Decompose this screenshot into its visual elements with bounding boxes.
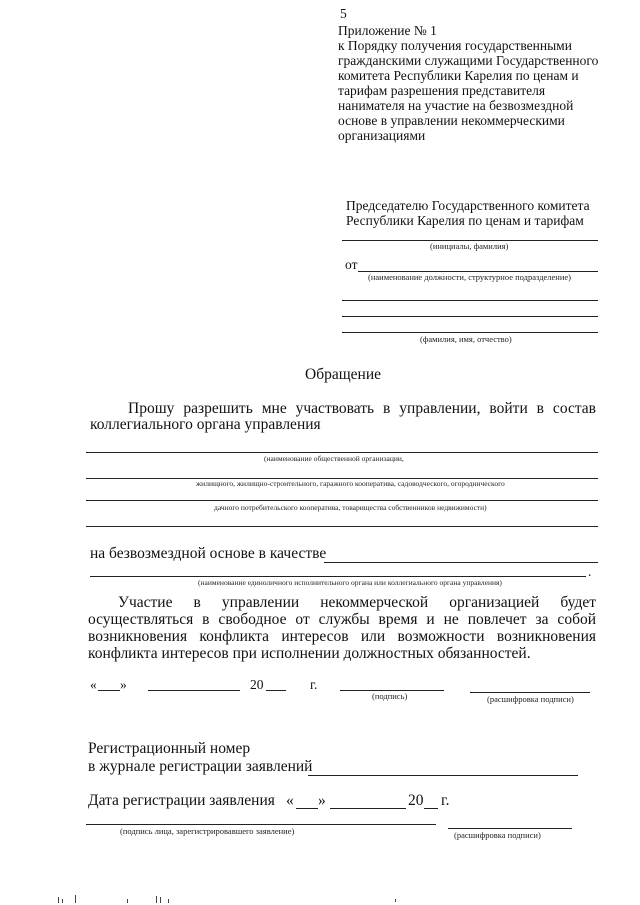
scan-speck [58, 897, 59, 903]
registrar-decoding-caption: (расшифровка подписи) [454, 830, 541, 840]
addressee-line: Республики Карелия по ценам и тарифам [346, 213, 584, 228]
decoding-caption: (расшифровка подписи) [487, 694, 574, 704]
appendix-line: основе в управлении некоммерческими [338, 113, 565, 128]
scan-speck [160, 897, 161, 903]
journal-label: в журнале регистрации заявлений [88, 758, 313, 775]
document-title: Обращение [305, 366, 381, 383]
participation-text-line3: возникновения конфликта интересов или возможности возникновения [88, 628, 596, 645]
appendix-line: тарифам разрешения представителя [338, 83, 546, 98]
organization-caption: (наименование общественной организации, [264, 454, 404, 463]
day-field-line[interactable] [98, 690, 120, 691]
scan-speck [168, 899, 169, 903]
decoding-field-line[interactable] [470, 692, 590, 693]
appendix-line: организациями [338, 128, 426, 143]
registration-number-label: Регистрационный номер [88, 740, 251, 757]
scan-speck [127, 899, 128, 903]
reg-quote-open: « [286, 792, 294, 809]
governing-body-caption: (наименование единоличного исполнительного органа или коллегиального органа управления) [198, 578, 502, 587]
fio-field-line-2[interactable] [342, 332, 598, 333]
addressee-line: Председателю Государственного комитета [346, 198, 590, 213]
quote-open: « [90, 677, 97, 692]
position-field-line-2[interactable] [342, 300, 598, 301]
dacha-caption: дачного потребительского кооператива, товарищества собственников недвижимости) [214, 503, 487, 512]
fio-field-line[interactable] [342, 316, 598, 317]
signature-caption: (подпись) [372, 691, 408, 701]
reg-day-field-line[interactable] [296, 808, 318, 809]
cooperative-caption: жилищного, жилищно-строительного, гаражного кооператива, садоводческого, огороднического [196, 479, 505, 488]
scan-speck [75, 895, 76, 903]
registration-number-field-line[interactable] [308, 775, 578, 776]
scan-speck [156, 896, 157, 903]
reg-year-prefix: 20 [408, 792, 424, 809]
appendix-line: к Порядку получения государственными [338, 38, 572, 53]
organization-field-line-3[interactable] [86, 500, 598, 501]
participation-text-line2: осуществляться в свободное от службы время и не повлечет за собой [88, 611, 596, 628]
organization-field-line[interactable] [86, 452, 598, 453]
capacity-field-line-2[interactable] [90, 576, 586, 577]
quote-close: » [120, 677, 127, 692]
registrar-decoding-field-line[interactable] [448, 828, 572, 829]
scan-speck [395, 899, 396, 902]
reg-quote-close: » [318, 792, 326, 809]
appendix-line: комитета Республики Карелия по ценам и [338, 68, 579, 83]
scan-speck [62, 899, 63, 903]
appendix-line: гражданскими служащими Государственного [338, 53, 599, 68]
page-number: 5 [340, 6, 347, 21]
appendix-line: Приложение № 1 [338, 23, 437, 38]
registrar-caption: (подпись лица, зарегистрировавшего заявление) [120, 826, 295, 836]
gratis-label: на безвозмездной основе в качестве [90, 545, 327, 562]
reg-month-field-line[interactable] [330, 808, 406, 809]
year-field-line[interactable] [266, 690, 286, 691]
participation-text-line4: конфликта интересов при исполнении должностных обязанностей. [88, 645, 531, 662]
from-label: от [345, 257, 358, 272]
registrar-signature-field-line[interactable] [86, 824, 436, 825]
fio-caption: (фамилия, имя, отчество) [420, 334, 512, 344]
registration-date-label: Дата регистрации заявления [88, 792, 275, 809]
reg-year-suffix: г. [441, 792, 450, 809]
participation-text-line1: Участие в управлении некоммерческой организацией будет [118, 594, 596, 611]
reg-year-field-line[interactable] [424, 808, 438, 809]
initials-caption: (инициалы, фамилия) [430, 241, 509, 251]
position-caption: (наименование должности, структурное подразделение) [368, 272, 572, 282]
year-suffix: г. [310, 677, 318, 692]
capacity-field-line[interactable] [324, 562, 598, 563]
request-text-line1: Прошу разрешить мне участвовать в управлении, войти в состав [128, 400, 596, 417]
organization-field-line-4[interactable] [86, 526, 598, 527]
period: . [588, 564, 592, 579]
month-field-line[interactable] [148, 690, 240, 691]
request-text-line2: коллегиального органа управления [90, 416, 321, 433]
appendix-line: нанимателя на участие на безвозмездной [338, 98, 574, 113]
year-prefix: 20 [250, 677, 264, 692]
